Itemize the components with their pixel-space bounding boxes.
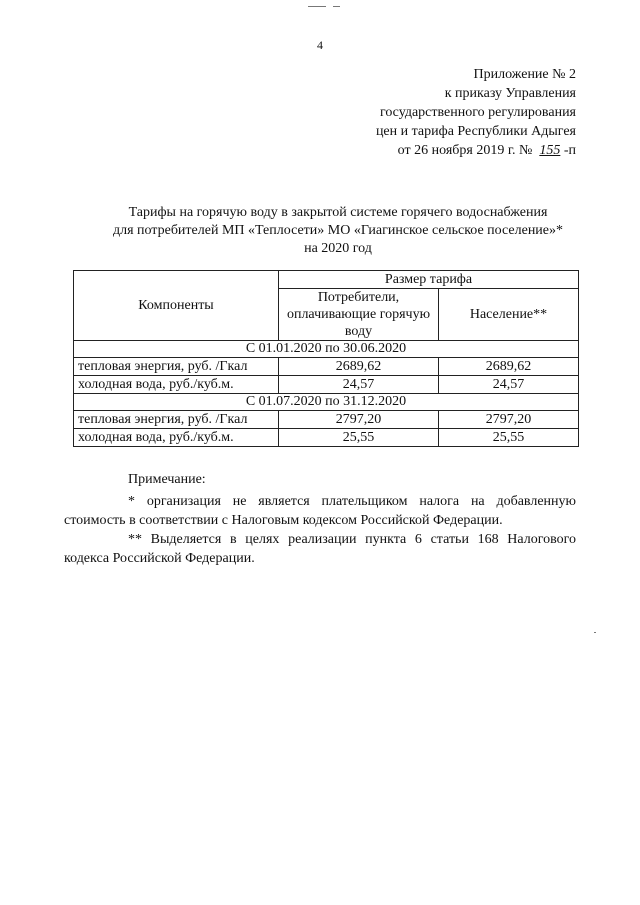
appendix-line: Приложение № 2	[473, 67, 576, 82]
consumers-value: 25,55	[279, 429, 439, 447]
appendix-line: к приказу Управления	[444, 86, 576, 101]
consumers-value: 2689,62	[279, 358, 439, 376]
table-row	[74, 429, 579, 447]
notes-section	[64, 470, 576, 568]
population-value: 24,57	[439, 376, 579, 394]
appendix-date: от 26 ноября 2019 г. №	[397, 143, 533, 158]
appendix-line: цен и тарифа Республики Адыгея	[375, 124, 576, 139]
document-title	[0, 204, 640, 258]
period-row	[74, 394, 579, 411]
scan-mark	[333, 6, 340, 7]
period-label: С 01.01.2020 по 30.06.2020	[74, 341, 579, 358]
consumers-value: 2797,20	[279, 411, 439, 429]
order-suffix: -п	[563, 143, 576, 158]
table-row	[74, 358, 579, 376]
table-row	[74, 376, 579, 394]
title-line: на 2020 год	[304, 241, 372, 256]
header-tariff-size: Размер тарифа	[279, 271, 579, 289]
title-line: для потребителей МП «Теплосети» МО «Гиагинское сельское поселение»*	[112, 223, 564, 238]
tariff-table	[73, 270, 579, 447]
header-population: Население**	[439, 289, 579, 341]
notes-title: Примечание:	[128, 472, 206, 487]
appendix-date-line	[376, 141, 576, 160]
population-value: 2689,62	[439, 358, 579, 376]
title-line: Тарифы на горячую воду в закрытой системе горячего водоснабжения	[128, 205, 548, 220]
scan-mark	[308, 6, 326, 7]
table-header-row	[74, 271, 579, 289]
scan-mark	[594, 632, 596, 633]
note-item: * организация не является плательщиком налога на добавленную стоимость в соответствии с Налоговым кодексом Российской Федерации.	[64, 494, 576, 528]
order-number: 155	[539, 143, 561, 158]
component-cell: холодная вода, руб./куб.м.	[74, 429, 279, 447]
note-item: ** Выделяется в целях реализации пункта 6 статьи 168 Налогового кодекса Российской Федерации.	[64, 532, 576, 566]
header-components: Компоненты	[74, 271, 279, 341]
population-value: 2797,20	[439, 411, 579, 429]
component-cell: тепловая энергия, руб. /Гкал	[74, 411, 279, 429]
consumers-value: 24,57	[279, 376, 439, 394]
component-cell: холодная вода, руб./куб.м.	[74, 376, 279, 394]
population-value: 25,55	[439, 429, 579, 447]
appendix-line: государственного регулирования	[379, 105, 576, 120]
table-row	[74, 411, 579, 429]
period-row	[74, 341, 579, 358]
appendix-block	[376, 65, 576, 160]
header-consumers: Потребители, оплачивающие горячую воду	[279, 289, 439, 341]
period-label: С 01.07.2020 по 31.12.2020	[74, 394, 579, 411]
component-cell: тепловая энергия, руб. /Гкал	[74, 358, 279, 376]
page-number: 4	[317, 38, 323, 52]
